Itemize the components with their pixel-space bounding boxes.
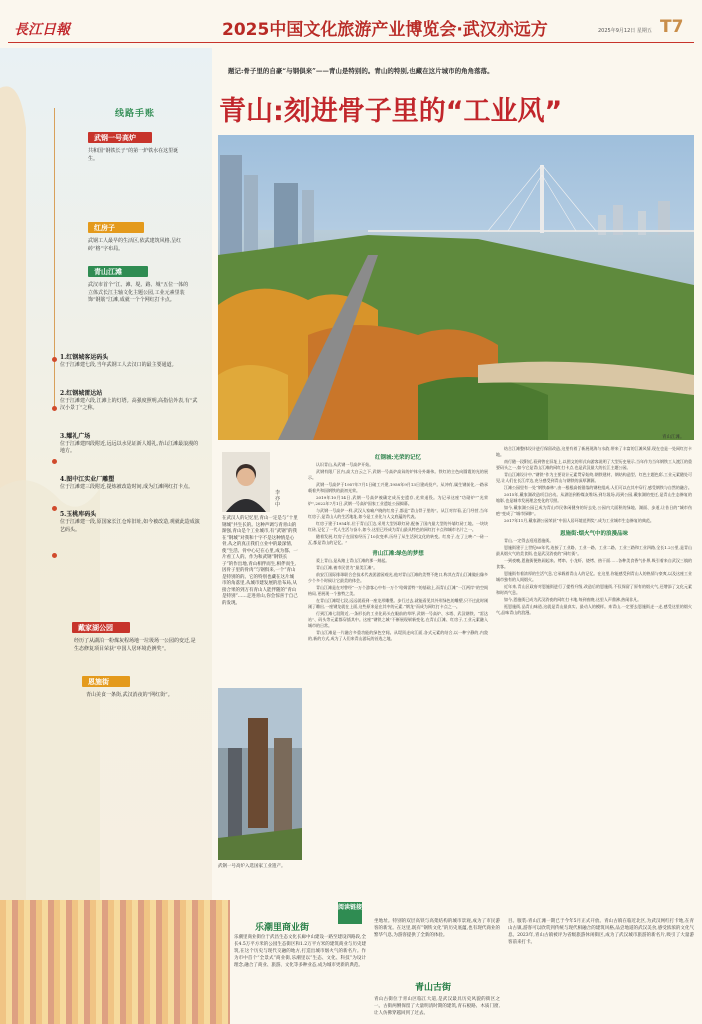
stop-name: 2.红钢城雷达站 bbox=[60, 389, 103, 397]
daijiahu-park-text: 经历了从湖泊一粉煤灰程场地一垃圾场一公园的变迁,是生态修复项目荣获“中国人居环境范例奖”。 bbox=[74, 638, 196, 652]
stop-item bbox=[60, 354, 200, 370]
article-column-2 bbox=[496, 446, 692, 617]
left-body: 乐潮里商业街位于武昌生态文化长廊中山建设一路至建设四路段,全长4.5万平方米的公园生态街区和1.2万平方米的建筑商业与历史建筑,在这个历史与现代交融的地方,打造出城市烟火气的新名片。作为市中首个“全景式”商业街,乐潮里以“生态、文化、科技”为设计理念,融合了商业、旅游、文化等多种业态,成为城市更新的典范。 bbox=[234, 935, 366, 968]
stop-text: 位于江滩建四段附近,远远以水见证新人婚礼,青山江滩最浪漫的地方。 bbox=[60, 440, 199, 454]
author-photo bbox=[222, 452, 270, 512]
paragraph: 在青山江滩堤七段,远远就看到一座龙形雕塑。步行过去,就能看见其外形绿色的雕塑,只不过此时刚刚了雕出,一座钢龙就在上面,这些原来是在其中的元素,“钢龙”而成为网红打卡点之一。 bbox=[308, 598, 488, 609]
paragraph: 青山,一定得去逛逛恩施街。 bbox=[504, 538, 554, 543]
paragraph: 如今,戴家湖公园已成为青山市民休闲健身的好去处,公园内大面积的绿地、湖面、步道,让昔日的“城市伤疤”变成了“城市绿肺”。 bbox=[496, 505, 692, 516]
hero-caption: 青山江滩。 bbox=[662, 435, 685, 440]
photo-caption: 武钢一号高炉入选国家工业遗产。 bbox=[218, 864, 286, 869]
author-name: 李亦中 bbox=[275, 490, 281, 508]
sidebar-title: 线路手账 bbox=[115, 109, 156, 119]
blast-furnace-photo bbox=[218, 688, 302, 860]
paragraph: 青山江滩设计中,“钢铁”作为主要设计元素贯穿始终,钢铁建材、钢结构造型、红色主题色彩,工业元素随处可见,让人们在长江岸边,充分感受到青山与钢铁的深厚渊源。 bbox=[496, 472, 692, 483]
stop-text: 位于江滩建三段附近,提炼被改造时间,成为江滩网红打卡点。 bbox=[60, 483, 194, 490]
paragraph: 恩施街建于上世纪80年代,连接了工业路、工业一路、工业二路、工业三路和工业四路,全长1.2公里,是青山最具烟火气的美食街,也是武汉消夜的“网红街”。 bbox=[496, 545, 692, 556]
hero-photo bbox=[218, 135, 694, 440]
paragraph: 2019年10月14日,武钢一号高炉被确定成历史遗存,光荣退役。为记录这座“功勋炉”“光荣炉”,2022年7月1日,武钢一号高炉国家工业遗址公园揭幕。 bbox=[308, 495, 488, 506]
stop-dot-icon bbox=[52, 553, 57, 558]
paragraph: 武钢一号高炉于1957年7月1日破工兴建,1958年9月13日建成投产。从冲有,属生钢前化,一路承载着共和国钢铁的最初光荣。 bbox=[308, 482, 488, 493]
stop-name: 3.耀礼广场 bbox=[60, 432, 91, 440]
stop-text: 位于江滩建一段,原国家长江仓库旧址,如今被改造,观就此造成演艺码头。 bbox=[60, 519, 200, 533]
blast-furnace-text: 共和国“钢铁长子”的第一炉铁水在这里诞生。 bbox=[88, 148, 179, 162]
column-1-body bbox=[308, 462, 488, 546]
stop-text: 位于江滩建七段,当年武钢工人去汉口的最主要通道。 bbox=[60, 362, 177, 368]
chip-blast-furnace: 武钢一号高炉 bbox=[88, 132, 152, 143]
stop-item bbox=[60, 476, 200, 492]
stop-name: 1.红钢城客运码头 bbox=[60, 354, 109, 361]
paragraph: 南行随一段附近,看到曾在旧址上,以图文的形式向游客说明了大型历史展示,当年作为当年钢铁工人渡江的重要码头之一,如今它是青山江滩的网红打卡点,也是武汉最大的长江主题公园。 bbox=[496, 459, 692, 470]
paragraph: 一到夜晚,恩施街便热闹起来。烤串、小龙虾、烧烤、热干面……各种美食香气扑鼻,吸引着来自武汉三镇的食客。 bbox=[496, 558, 692, 569]
stop-list bbox=[60, 354, 200, 534]
logo: 長江日報 bbox=[14, 22, 70, 38]
paragraph: 与武钢一号高炉一样,武汉人家喻户晓的红房子,都是“青山骨子里的”。从江对岸看,正门经营,当年红房子,是青山人的生活地址,如今是工业化与人文底蕴的代表。 bbox=[308, 508, 488, 519]
right-body: 目。服装:青山江滩一期已于今年5月正式开放。青山古镇在临近北区,为武汉网红打卡地,在青山古镇,游客可以欣赏到传统与现代相融合的建筑风格,品尝地道的武汉美食,感受浓浓的文化气息。2023年,青山古镇被评为省级旅游休闲街区,成为了武汉城市旅游的新名片,吸引了大量游客前来打卡。 bbox=[508, 919, 694, 945]
stop-dot-icon bbox=[52, 506, 57, 511]
column-2-body bbox=[496, 446, 692, 524]
paragraph: 江滩公园里有一处“钢铁森林”,由一根根高低错落的钢柱组成,人们可以在其中穿行,感受钢铁与自然的融合。 bbox=[504, 485, 692, 490]
author-portrait-icon bbox=[222, 452, 270, 512]
chip-red-house: 红房子 bbox=[88, 222, 144, 233]
route-line bbox=[54, 108, 55, 408]
bottom-section bbox=[0, 898, 702, 1024]
issue-date: 2025年9月12日 星期五 bbox=[598, 28, 652, 34]
paragraph: 青山江滩是在对曾经“一万个游客心中有一万个‘哈姆雷特’”的基础上,而青山江滩“一江两岸”的空间格局,更展现一个独特之美。 bbox=[308, 585, 488, 596]
subtitle-enshi-street: 恩施街:烟火气中的浪漫品味 bbox=[559, 531, 629, 537]
mid-body: 坐地址。特别的双层高铁与高架结构的城市景观,成为了市民游客的新宠。在这里,既有“钢铁文化”的历史底蕴,也有现代商业的繁华气息,为游客提供了全新的体验。 bbox=[374, 919, 500, 938]
masthead-rule bbox=[8, 42, 694, 43]
paragraph: 2017年11月,戴家湖公园荣获“中国人居环境范例奖”,成为工业城市生态修复的典范。 bbox=[504, 518, 654, 523]
paragraph: 近年来,青山区政府对恩施街进行了提档升级,改造后的恩施街,不仅保留了原有的烟火气,还增添了文化元素和时尚气息。 bbox=[496, 584, 692, 595]
chip-enshi-street: 恩施街 bbox=[82, 676, 130, 687]
stop-dot-icon bbox=[52, 406, 57, 411]
reading-link-label: 阅读链接 bbox=[338, 904, 363, 911]
chip-qingshan-riverside: 青山江滩 bbox=[88, 266, 148, 277]
stop-name: 4.图中江实业厂雕塑 bbox=[60, 475, 115, 483]
masthead bbox=[0, 0, 702, 48]
paragraph: 恩施街有着浓厚的生活气息,它承载着青山人的记忆。在这里,你能感受到青山人的热情与豪爽,以及这座工业城市独有的人间烟火。 bbox=[496, 571, 692, 582]
paragraph: 青山江滩是一片融合多重功能的绿色空间。从堤顶走向江面,各式元素的结合,以一种宁静的,内敛的,新的方式,成为了人们来青山游玩的首选之地。 bbox=[308, 630, 488, 641]
paragraph: 逛恩施街,品青山味道,这就是青山最真实、最动人的模样。来青山,一定要去恩施街走一走,感受这里的烟火气,品味青山的浪漫。 bbox=[496, 604, 692, 615]
author-intro: 在武汉人的记忆里,青山一定是与“十里钢城”共生长的。这种声调与青青山的渐强,青山是个工业城市,有“武钢”的我在“钢城”对我和十字不是这种情是心骨,从之的真正我们立业中的最深情,使“生活、骨中心记在心里,成为都、一片看工人的。作为和武钢“钢铁长子”的作出地,青山相伴而生,相伴而生,因骨子里的骨肉”与钢俱来,一个“青山是特别的的。它的特别也藏在这片城市的角落里,从城市建发展的沿布局,从接合果的到万有青山人能伴随的“青山是特别”……走进青山,你会惊喜于自己的发现。 bbox=[222, 516, 298, 606]
paragraph: 2015年,戴家湖改造项目启动。从湖泊到粉煤灰堆场,到垃圾场,再到公园,戴家湖的变迁,是青山生态修复的缩影,也是城市发展理念变化的写照。 bbox=[496, 492, 692, 503]
paragraph: 随着发展,红房子在国家经历了10次变革,历经了从生活到文化的转变。红房子,在了上映:“一砖一瓦,都是青山的记忆。” bbox=[308, 534, 488, 545]
paragraph: 前安江国际排球联合会技术代表团游园观光,他对青山江滩的美赞不绝口,称其在青山江滩做出像多少个多个时候让它最美的体会。 bbox=[308, 572, 488, 583]
stop-name: 5.玉桃库码头 bbox=[60, 511, 97, 518]
qingshan-riverside-text: 武汉市首个“江、滩、堤、路、城”五位一体的立体式长江主轴文化主题公园,工业元素里装饰“钢筋”江滩,成就一个个网红打卡点。 bbox=[88, 282, 189, 303]
stop-item bbox=[60, 511, 200, 534]
paragraph: 青山江滩,被市民誉为“最美江滩”。 bbox=[316, 565, 378, 570]
enshi-street-text: 青山美食一条街,武汉消夜的“网红街”。 bbox=[86, 692, 173, 698]
stop-dot-icon bbox=[52, 357, 57, 362]
paragraph: 红房子建于1954年,位于青山江边,采用大型苏联红砖,配备了国内最大型的外墙红砖工地。一块块红砖,记忆了一代人生活与奋斗,如今,这里已经成为青山最具特色的网红打卡点和城市名片之一。 bbox=[308, 521, 488, 532]
left-title: 乐潮里商业街 bbox=[255, 923, 310, 933]
paragraph: 爱上青山,是从踏上青山江滩的那一刻起。 bbox=[316, 558, 390, 563]
stop-item bbox=[60, 390, 200, 413]
paragraph: 认识青山,从武钢一号高炉开始。 bbox=[316, 462, 374, 467]
column-2-body-2 bbox=[496, 538, 692, 616]
paragraph: 武钢有限厂区内,高大白云之下,武钢一号高炉高耸的炉体分外雄伟。铁红的主色向圆霞的光的展示。 bbox=[308, 469, 488, 480]
paragraph: 行到江滩七段附近,一条形长的工业化码头在眼前的草坪,武钢一号高炉、水塔、武汉钢铁、“雷达站”、码头等元素都穿插其中。这座“钢铁之城”不断展现崭新变化,在青山江滩、红房子,工业元素融入城市的日常。 bbox=[308, 611, 488, 628]
banner-title: 2025中国文化旅游产业博览会·武汉亦远方 bbox=[222, 20, 548, 40]
stop-item bbox=[60, 433, 200, 456]
headline-intro: 题记:骨子里的自豪“与钢俱来”——青山是特别的。青山的特别,也藏在这片城市的角角落落。 bbox=[228, 67, 494, 75]
article-column-1 bbox=[308, 454, 488, 643]
mid-title: 青山古街 bbox=[415, 983, 452, 993]
stop-dot-icon bbox=[52, 459, 57, 464]
paragraph: 结合江滩整体设计进行保留改造,这里有着了新展现海与水韵,带来了丰富的江滩风情,现在也是一处网红打卡地。 bbox=[496, 446, 692, 457]
red-house-text: 武钢工人最早的生活区,依武建筑风格,呈红砖“格”字布局。 bbox=[88, 238, 182, 252]
reading-link-tag bbox=[338, 902, 362, 924]
column-1-body-2 bbox=[308, 558, 488, 642]
mid-body-2: 青山古街位于青山区临江大道,是武汉最具历史风貌的街区之一。古街两侧保留了大量明清时期的建筑,青石板路、木质门窗,让人仿佛穿越回到了过去。 bbox=[374, 997, 500, 1016]
page-number: T7 bbox=[660, 17, 684, 37]
stop-text: 位于江滩建六段,江滩上的灯塔。高强度照明,高指信外表,有“武汉小景丁”之称。 bbox=[60, 397, 198, 411]
headline-title: 青山:刻进骨子里的“工业风” bbox=[219, 96, 563, 127]
paragraph: 如今,恩施街已成为武汉消夜的网红打卡地,每到夜晚,这里人声鼎沸,热闹非凡。 bbox=[504, 597, 642, 602]
chip-daijiahu-park: 戴家湖公园 bbox=[72, 622, 130, 633]
sidebar bbox=[0, 48, 212, 900]
subtitle-green-dream: 青山江滩:绿色的梦想 bbox=[372, 551, 424, 557]
subtitle-red-steel-city: 红钢城:光荣的记忆 bbox=[374, 455, 422, 461]
